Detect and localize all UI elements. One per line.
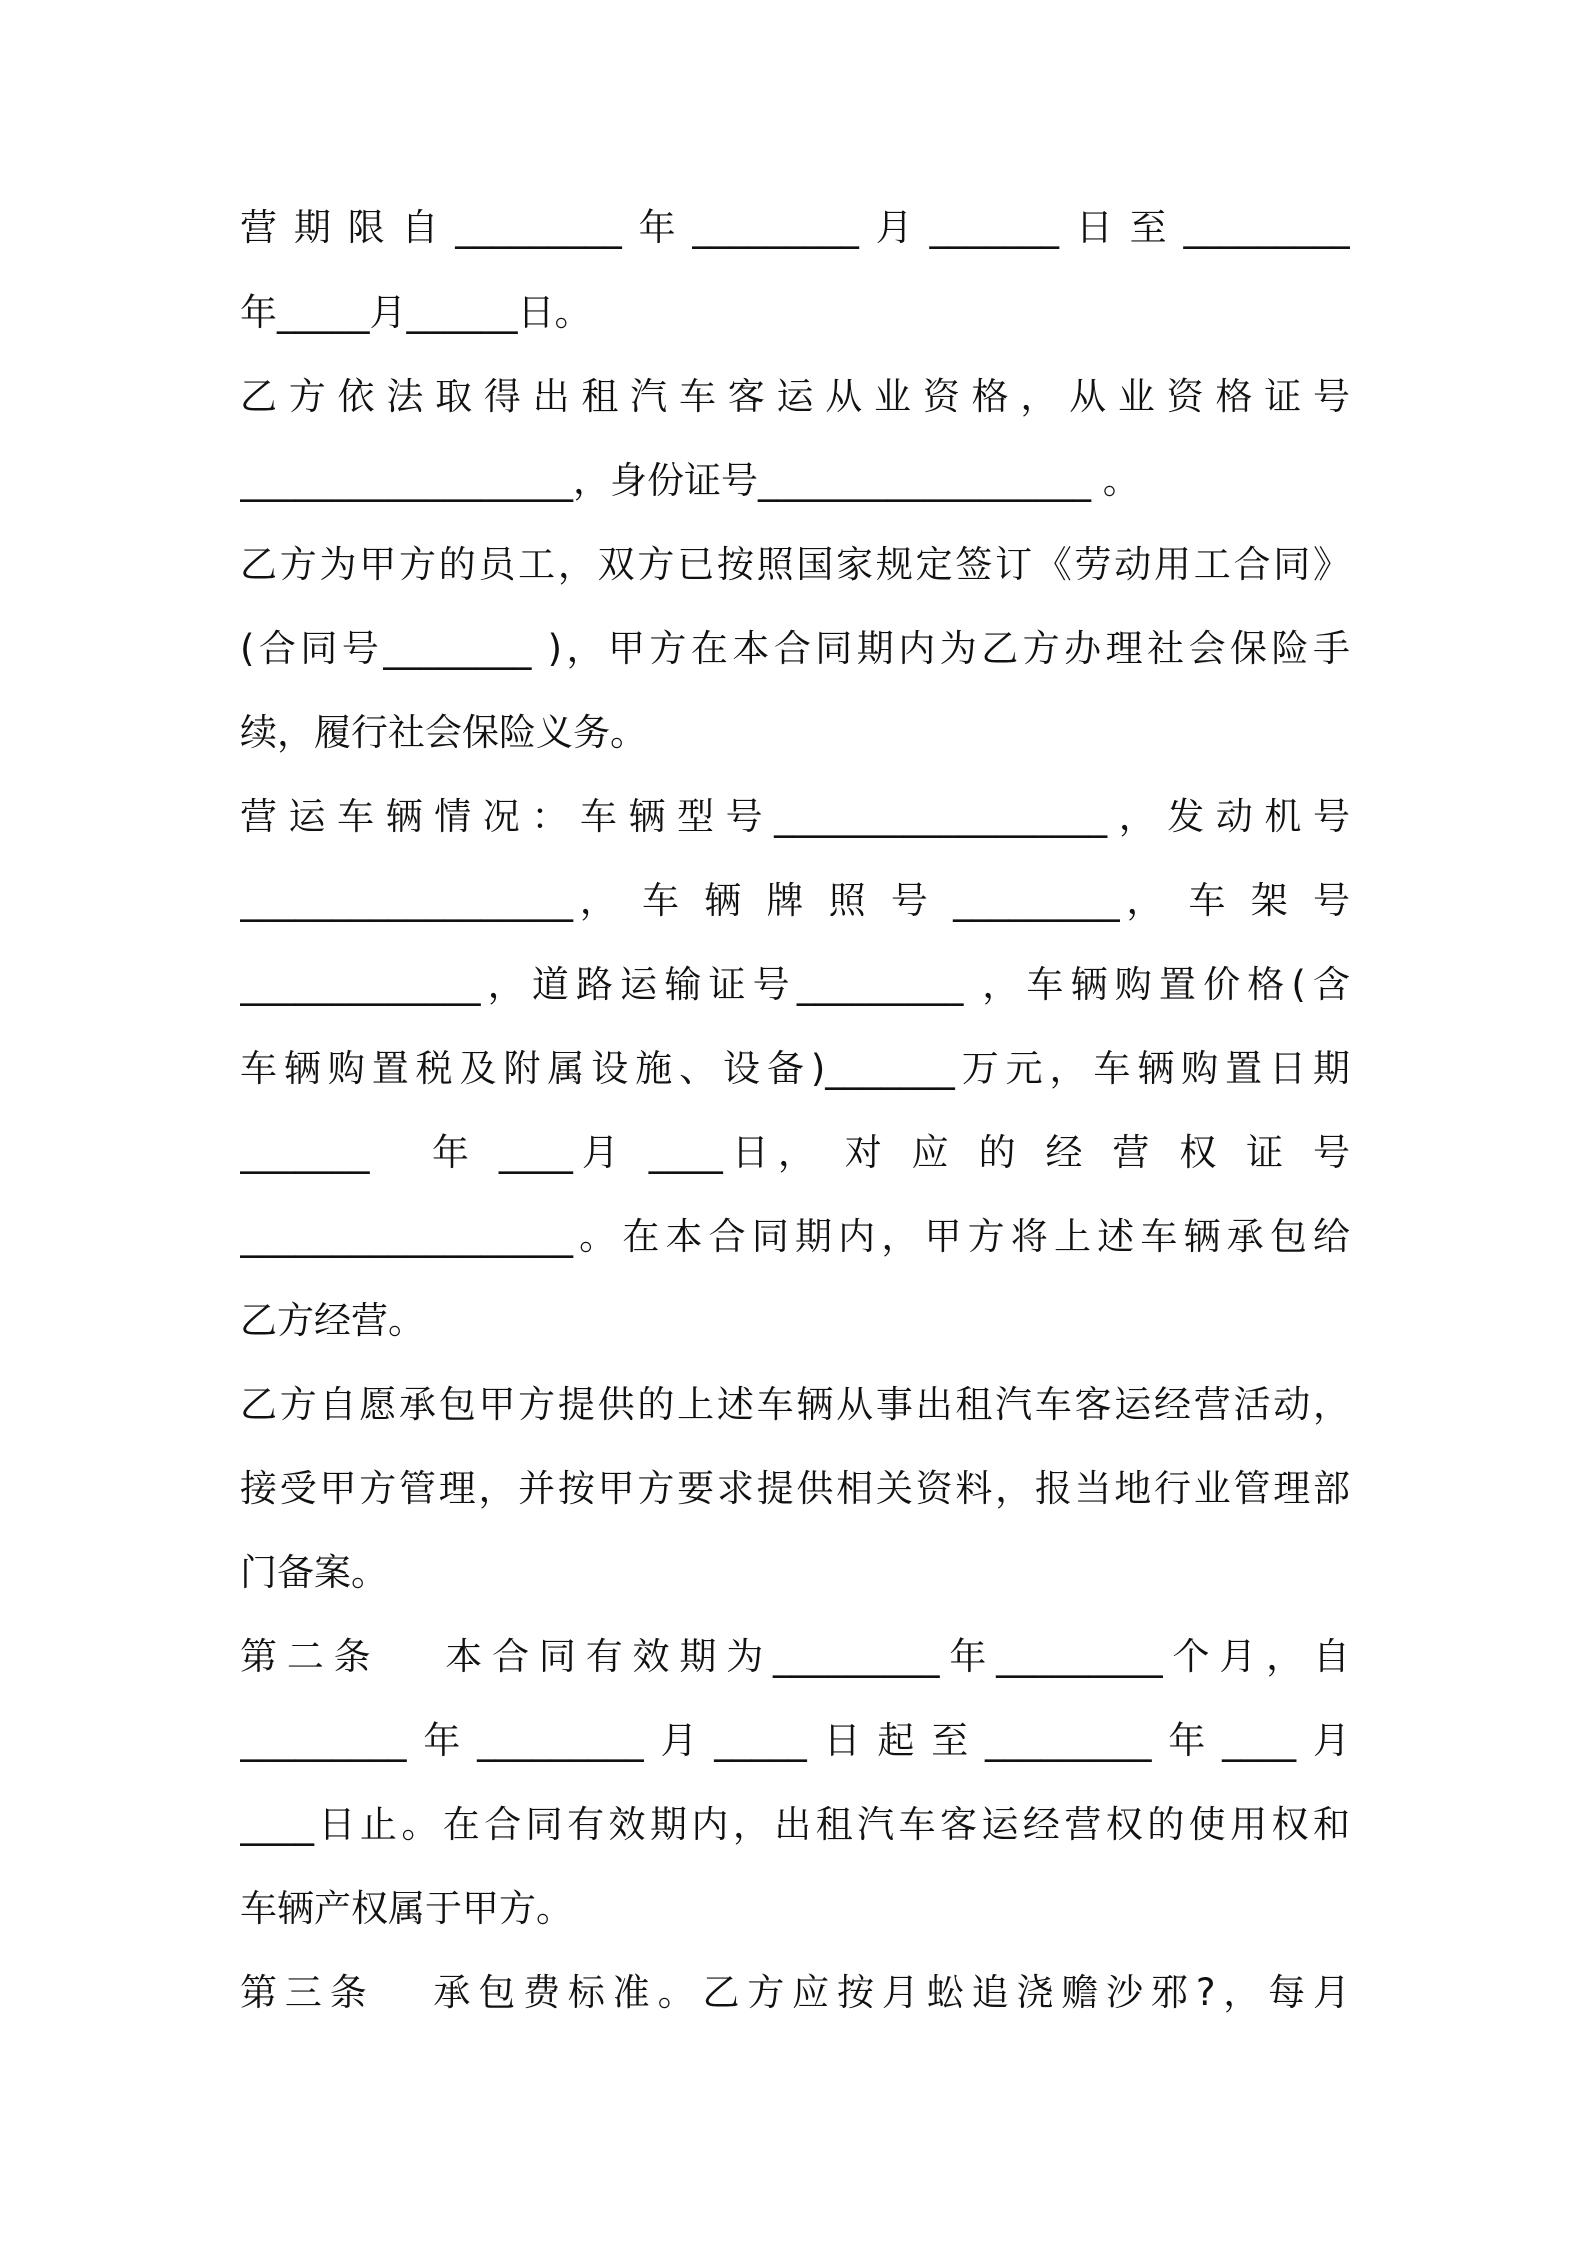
- text-line: _____________，道路运输证号_________ ，车辆购置价格(含: [240, 963, 1350, 1006]
- text-line: 第二条 本合同有效期为_________年_________个月，自: [240, 1635, 1350, 1678]
- text-line: 第三条 承包费标准。乙方应按月蚣追浇赡沙邪?，每月: [240, 1971, 1350, 2014]
- text-line: 车辆产权属于甲方。: [240, 1887, 573, 1930]
- text-line: _______ 年 ____月 ____日， 对 应 的 经 营 权 证 号: [240, 1131, 1350, 1174]
- text-line: _________年_________月_____日起至_________年____月: [240, 1719, 1350, 1762]
- text-line: 接受甲方管理，并按甲方要求提供相关资料，报当地行业管理部: [240, 1467, 1350, 1510]
- text-line: __________________， 车 辆 牌 照 号 _________， 车 架 号: [240, 879, 1350, 922]
- text-line: (合同号________ )，甲方在本合同期内为乙方办理社会保险手: [240, 627, 1350, 670]
- text-line: __________________。在本合同期内，甲方将上述车辆承包给: [240, 1215, 1350, 1258]
- text-line: 乙方依法取得出租汽车客运从业资格，从业资格证号: [240, 375, 1350, 418]
- text-line: 车辆购置税及附属设施、设备)_______万元，车辆购置日期: [240, 1047, 1350, 1090]
- text-line: 乙方经营。: [240, 1299, 425, 1342]
- text-line: 乙方为甲方的员工，双方已按照国家规定签订《劳动用工合同》: [240, 543, 1350, 586]
- text-line: 乙方自愿承包甲方提供的上述车辆从事出租汽车客运经营活动，: [240, 1383, 1350, 1426]
- text-line: __________________，身份证号__________________ 。: [240, 459, 1140, 502]
- text-line: 营运车辆情况：车辆型号__________________，发动机号: [240, 795, 1350, 838]
- text-line: ____日止。在合同有效期内，出租汽车客运经营权的使用权和: [240, 1803, 1350, 1846]
- text-line: 续，履行社会保险义务。: [240, 711, 647, 754]
- text-line: 营期限自_________年_________月_______日至_________: [240, 206, 1350, 249]
- text-line: 年_____月______日。: [240, 291, 592, 334]
- text-line: 门备案。: [240, 1551, 388, 1594]
